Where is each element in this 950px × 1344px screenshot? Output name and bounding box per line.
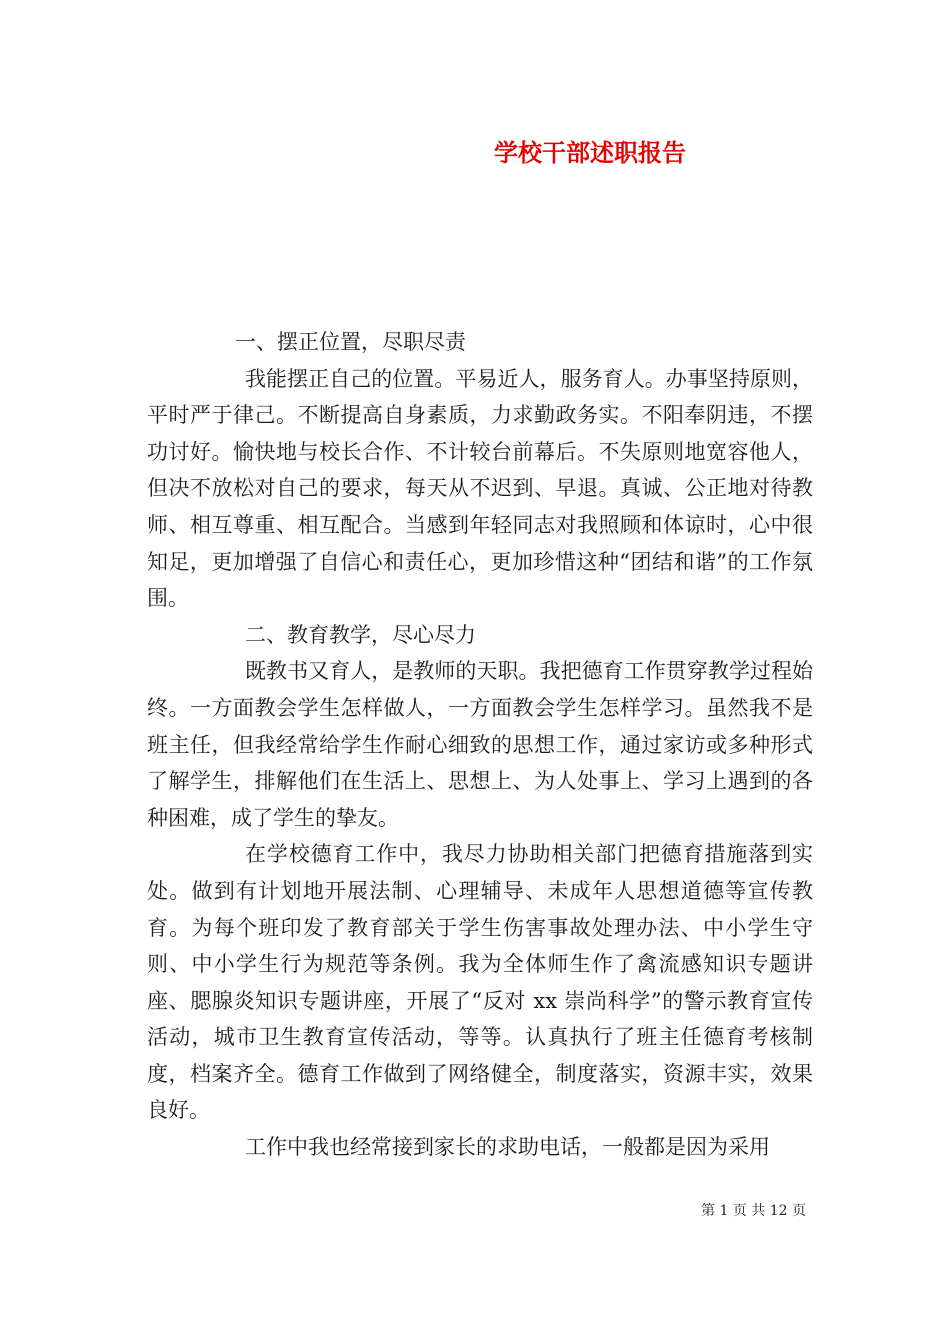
document-body [147, 324, 813, 1166]
paragraph-3: 在学校德育工作中，我尽力协助相关部门把德育措施落到实处。做到有计划地开展法制、心理辅导、未成年人思想道德等宣传教育。为每个班印发了教育部关于学生伤害事故处理办法、中小学生守则、中小学生行为规范等条例。我为全体师生作了禽流感知识专题讲座、腮腺炎知识专题讲座，开展了“反对 xx 崇尚科学”的警示教育宣传活动，城市卫生教育宣传活动，等等。认真执行了班主任德育考核制度，档案齐全。德育工作做到了网络健全，制度落实，资源丰实，效果良好。 [147, 842, 813, 1123]
page-number: 第 1 页 共 12 页 [701, 1203, 806, 1219]
section-heading-1: 一、摆正位置，尽职尽责 [235, 330, 466, 354]
section-heading-2: 二、教育教学，尽心尽力 [245, 622, 476, 647]
paragraph-4: 工作中我也经常接到家长的求助电话，一般都是因为采用 [245, 1135, 770, 1160]
document-title: 学校干部述职报告 [494, 139, 686, 167]
paragraph-2: 既教书又育人，是教师的天职。我把德育工作贯穿教学过程始终。一方面教会学生怎样做人，一方面教会学生怎样学习。虽然我不是班主任，但我经常给学生作耐心细致的思想工作，通过家访或多种形式了解学生，排解他们在生活上、思想上、为人处事上、学习上遇到的各种困难，成了学生的挚友。 [147, 659, 813, 830]
paragraph-1: 我能摆正自己的位置。平易近人，服务育人。办事坚持原则，平时严于律己。不断提高自身素质，力求勤政务实。不阳奉阴违，不摆功讨好。愉快地与校长合作、不计较台前幕后。不失原则地宽容他人，但决不放松对自己的要求，每天从不迟到、早退。真诚、公正地对待教师、相互尊重、相互配合。当感到年轻同志对我照顾和体谅时，心中很知足，更加增强了自信心和责任心，更加珍惜这种“团结和谐”的工作氛围。 [147, 366, 813, 611]
